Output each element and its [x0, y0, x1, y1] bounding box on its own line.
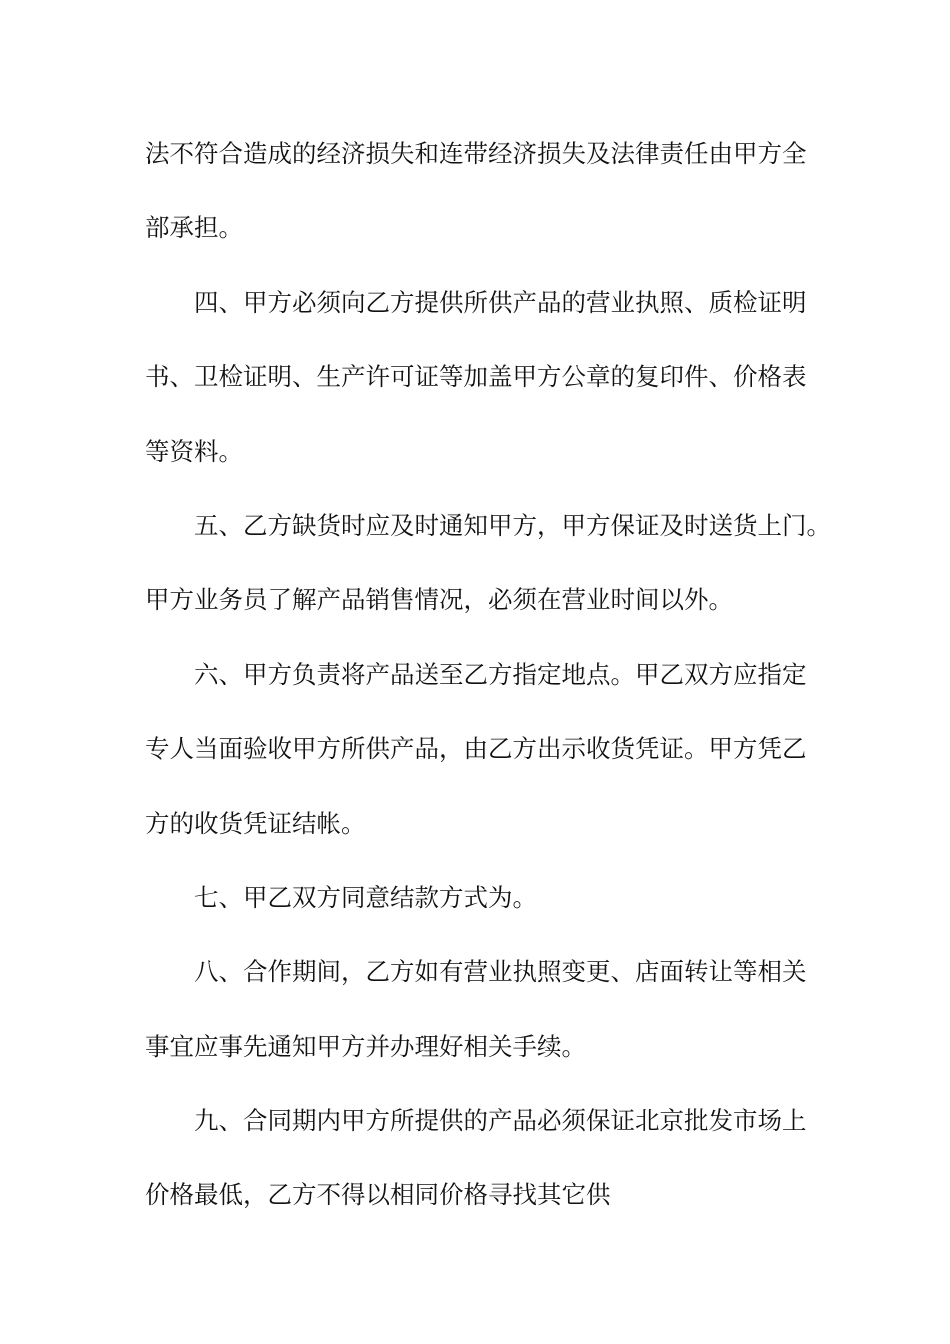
- clause-five-line: 五、乙方缺货时应及时通知甲方，甲方保证及时送货上门。: [194, 510, 831, 540]
- text-line: 方的收货凭证结帐。: [145, 808, 366, 838]
- text-line: 等资料。: [145, 436, 243, 466]
- clause-four-line: 四、甲方必须向乙方提供所供产品的营业执照、质检证明: [194, 287, 807, 317]
- clause-six-line: 六、甲方负责将产品送至乙方指定地点。甲乙双方应指定: [194, 659, 807, 689]
- text-line: 专人当面验收甲方所供产品，由乙方出示收货凭证。甲方凭乙: [145, 734, 807, 764]
- clause-seven-line: 七、甲乙双方同意结款方式为。: [194, 882, 537, 912]
- text-line: 法不符合造成的经济损失和连带经济损失及法律责任由甲方全: [145, 139, 807, 168]
- contract-body: [145, 132, 831, 1248]
- text-line: 事宜应事先通知甲方并办理好相关手续。: [145, 1031, 586, 1061]
- text-line: 甲方业务员了解产品销售情况，必须在营业时间以外。: [145, 585, 733, 615]
- clause-eight-line: 八、合作期间，乙方如有营业执照变更、店面转让等相关: [194, 957, 807, 987]
- clause-nine-line: 九、合同期内甲方所提供的产品必须保证北京批发市场上: [194, 1106, 807, 1136]
- text-line: 价格最低，乙方不得以相同价格寻找其它供: [145, 1180, 611, 1210]
- text-line: 部承担。: [145, 213, 243, 243]
- text-line: 书、卫检证明、生产许可证等加盖甲方公章的复印件、价格表: [145, 362, 807, 392]
